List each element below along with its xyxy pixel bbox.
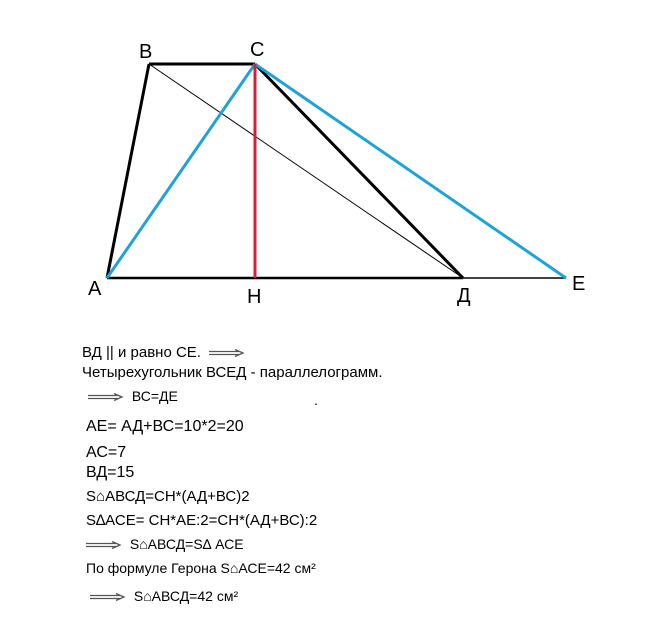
vertex-label-d: Д: [457, 285, 471, 307]
solution-line-area-triangle: S∆АСЕ= СН*АЕ:2=СН*(АД+ВС):2: [86, 512, 318, 529]
text-areas-equal: S⌂АВСД=S∆ АСЕ: [129, 536, 244, 552]
solution-line-bc-de: [88, 388, 178, 404]
solution-line-ac: АС=7: [86, 444, 127, 461]
solution-line-parallelogram: Четырехугольник ВСЕД - параллелограмм.: [82, 364, 383, 381]
implies-arrow-icon: [88, 393, 124, 401]
vertex-label-e: Е: [572, 273, 586, 295]
vertex-label-h: Н: [247, 286, 262, 308]
vertex-label-b: В: [139, 41, 153, 63]
solution-line-bd: ВД=15: [86, 464, 135, 481]
text-bc-de: ВС=ДЕ: [131, 388, 178, 404]
solution-line-areas-equal: [86, 536, 244, 552]
stray-dot: .: [314, 392, 318, 408]
solution-line-ae: АЕ= АД+ВС=10*2=20: [86, 418, 244, 435]
text-answer: S⌂АВСД=42 см²: [133, 588, 239, 604]
implies-arrow-icon: [86, 541, 122, 549]
vertex-label-c: С: [250, 39, 265, 61]
solution-line-area-trapezoid: S⌂АВСД=СН*(АД+ВС)2: [86, 488, 250, 505]
vertex-label-a: А: [88, 278, 102, 300]
segment-cd: [255, 64, 463, 278]
implies-arrow-icon: [209, 349, 245, 357]
solution-line-parallel: [82, 344, 245, 361]
solution-line-answer: [90, 588, 238, 604]
segment-ce: [255, 64, 566, 278]
diagonal-bd: [149, 64, 463, 278]
implies-arrow-icon: [90, 593, 126, 601]
text-parallel: ВД || и равно СЕ.: [82, 344, 201, 361]
solution-line-heron: По формуле Герона S⌂АСЕ=42 см²: [86, 560, 316, 576]
